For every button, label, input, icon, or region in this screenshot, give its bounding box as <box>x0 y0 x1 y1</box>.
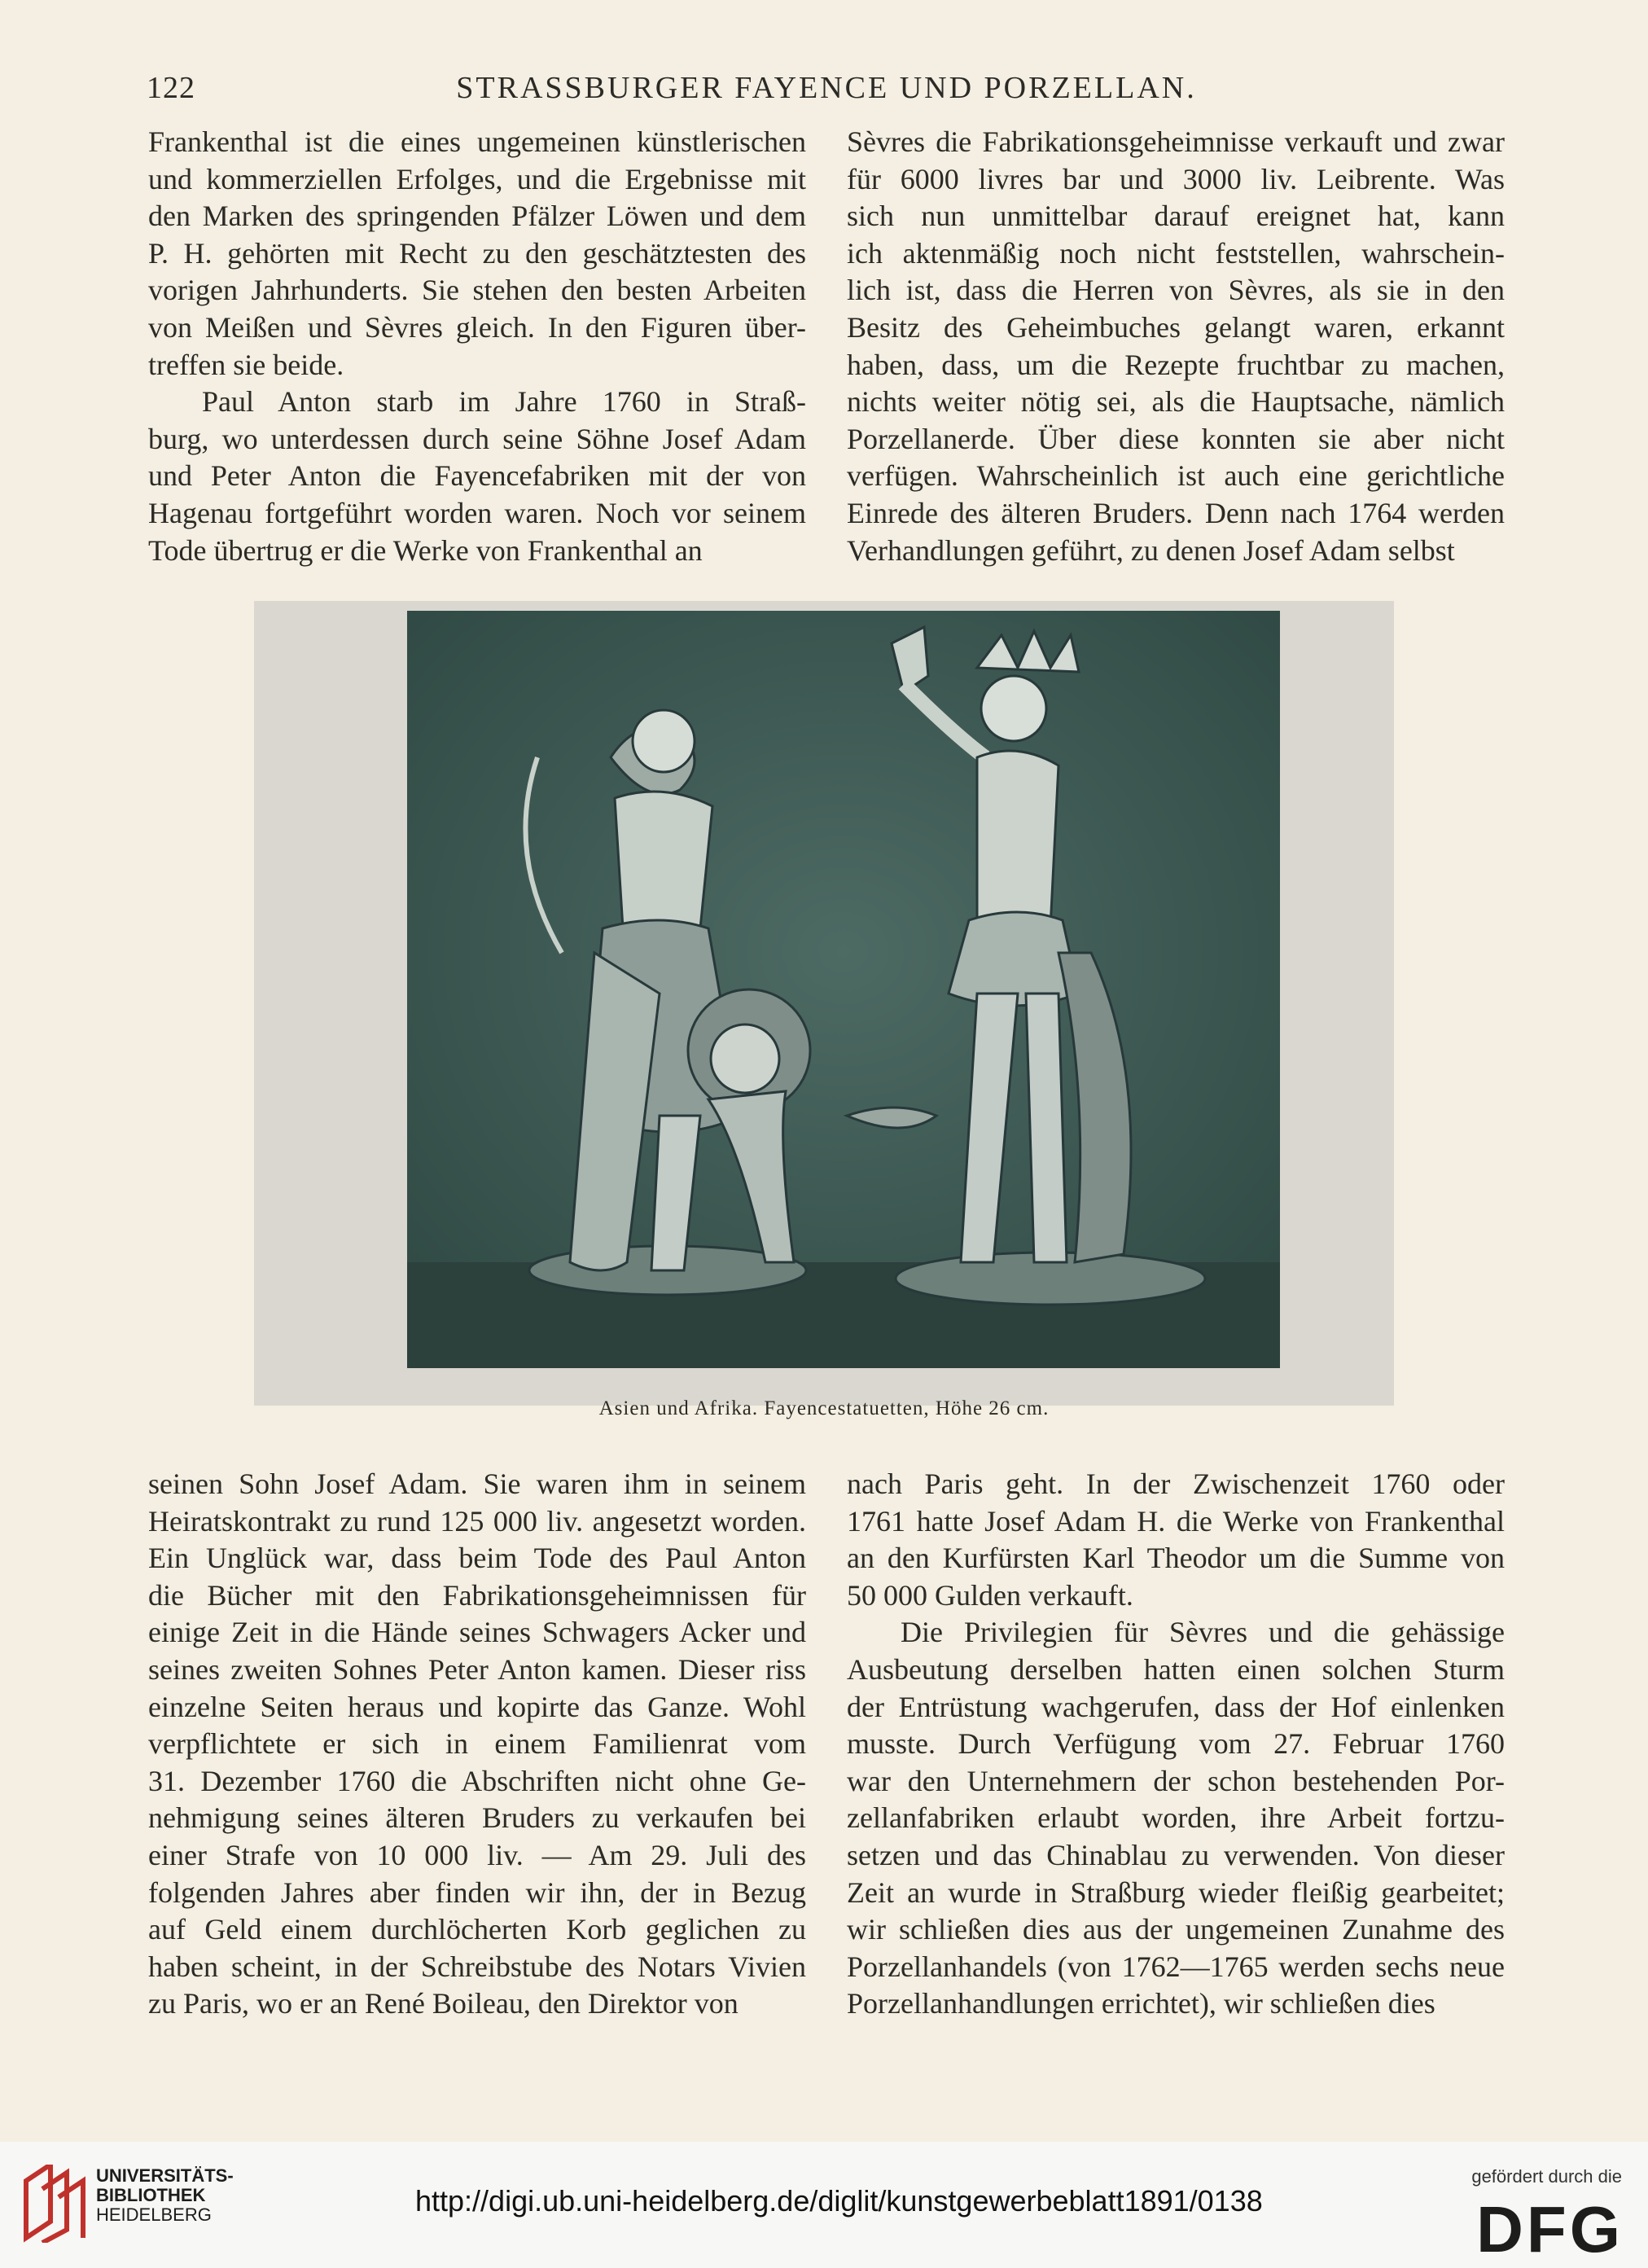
paragraph <box>148 124 806 384</box>
text-line: seines zweiten Sohnes Peter Anton kamen. Dieser riss <box>148 1652 806 1686</box>
text-line: folgenden Jahres aber finden wir ihn, der in Bezug <box>148 1875 806 1909</box>
text-line: setzen und das Chinablau zu verwenden. Von dieser <box>847 1838 1505 1871</box>
text-line: auf Geld einem durchlöcherten Korb geglichen zu <box>148 1913 806 1946</box>
running-title: STRASSBURGER FAYENCE UND PORZELLAN. <box>456 71 1197 105</box>
text-line: und kommerziellen Erfolges, und die Ergebnisse mit <box>148 162 806 195</box>
text-line: 50 000 Gulden verkauft. <box>847 1578 1133 1612</box>
library-name <box>96 2166 234 2225</box>
text-line: Porzellanerde. Über diese konnten sie aber nicht <box>847 422 1505 455</box>
text-line: nichts weiter nötig sei, als die Hauptsache, nämlich <box>847 385 1505 419</box>
text-line: haben scheint, in der Schreibstube des Notars Vivien <box>148 1950 806 1983</box>
text-line: zu Paris, wo er an René Boileau, den Direktor von <box>148 1987 739 2020</box>
library-name-line3: HEIDELBERG <box>96 2204 212 2225</box>
text-line: von Meißen und Sèvres gleich. In den Figuren über- <box>148 310 806 344</box>
page-number: 122 <box>147 71 195 105</box>
library-name-line2: BIBLIOTHEK <box>96 2185 206 2205</box>
paragraph <box>847 1614 1505 2023</box>
paragraph <box>847 124 1505 569</box>
text-line: seinen Sohn Josef Adam. Sie waren ihm in seinem <box>148 1467 806 1500</box>
paragraph <box>148 1466 806 2023</box>
text-line: für 6000 livres bar und 3000 liv. Leibrente. Was <box>847 162 1505 195</box>
text-line: war den Unternehmern der schon bestehenden Por- <box>847 1764 1505 1797</box>
digitization-footer <box>0 2142 1648 2268</box>
text-line: P. H. gehörten mit Recht zu den geschätztesten des <box>148 236 806 270</box>
text-line: musste. Durch Verfügung vom 27. Februar 1760 <box>847 1727 1505 1761</box>
text-line: Porzellanhandels (von 1762—1765 werden sechs neue <box>847 1950 1505 1983</box>
text-line: Paul Anton starb im Jahre 1760 in Straß- <box>202 385 806 419</box>
text-line: nach Paris geht. In der Zwischenzeit 1760 oder <box>847 1467 1505 1500</box>
text-column-bottom-left <box>148 1466 806 2023</box>
text-line: verfügen. Wahrscheinlich ist auch eine gerichtliche <box>847 459 1505 493</box>
text-line: Ein Unglück war, dass beim Tode des Paul Anton <box>148 1542 806 1575</box>
text-line: Besitz des Geheimbuches gelangt waren, erkannt <box>847 310 1505 344</box>
figure <box>254 601 1394 1419</box>
text-line: lich ist, dass die Herren von Sèvres, als sie in den <box>847 274 1505 307</box>
text-line: und Peter Anton die Fayencefabriken mit der von <box>148 459 806 493</box>
text-line: den Marken des springenden Pfälzer Löwen und dem <box>148 200 806 233</box>
text-line: Einrede des älteren Bruders. Denn nach 1764 werden <box>847 496 1505 529</box>
text-line: burg, wo unterdessen durch seine Söhne Josef Adam <box>148 422 806 455</box>
figure-plate-image <box>407 611 1280 1368</box>
text-line: einer Strafe von 10 000 liv. — Am 29. Juli des <box>148 1838 806 1871</box>
text-line: die Bücher mit den Fabrikationsgeheimnissen für <box>148 1578 806 1612</box>
library-name-line1: UNIVERSITÄTS- <box>96 2165 234 2186</box>
text-line: Die Privilegien für Sèvres und die gehässige <box>901 1616 1505 1649</box>
text-line: sich nun unmittelbar darauf ereignet hat, kann <box>847 200 1505 233</box>
text-column-bottom-right <box>847 1466 1505 2023</box>
text-column-top-right <box>847 124 1505 569</box>
text-line: Hagenau fortgeführt worden waren. Noch vor seinem <box>148 496 806 529</box>
text-line: Tode übertrug er die Werke von Frankenthal an <box>148 533 703 567</box>
text-line: zellanfabriken erlaubt worden, ihre Arbeit fortzu- <box>847 1801 1505 1835</box>
text-line: treffen sie beide. <box>148 348 344 381</box>
text-line: nehmigung seines älteren Bruders zu verkaufen bei <box>148 1801 806 1835</box>
text-line: 31. Dezember 1760 die Abschriften nicht ohne Ge- <box>148 1764 806 1797</box>
paragraph <box>148 384 806 569</box>
figure-caption: Asien und Afrika. Fayencestatuetten, Höhe 26 cm. <box>598 1397 1050 1419</box>
text-line: der Entrüstung wachgerufen, dass der Hof einlenken <box>847 1690 1505 1723</box>
page-header <box>147 64 1506 112</box>
text-line: wir schließen dies aus der ungemeinen Zunahme des <box>847 1913 1505 1946</box>
text-line: vorigen Jahrhunderts. Sie stehen den besten Arbeiten <box>148 274 806 307</box>
text-line: verpflichtete er sich in einem Familienrat vom <box>148 1727 806 1761</box>
text-line: Sèvres die Fabrikationsgeheimnisse verkauft und zwar <box>847 125 1505 158</box>
text-line: an den Kurfürsten Karl Theodor um die Summe von <box>847 1542 1505 1575</box>
text-line: ich aktenmäßig noch nicht feststellen, wahrschein- <box>847 236 1505 270</box>
permalink-url[interactable]: http://digi.ub.uni-heidelberg.de/diglit/kunstgewerbeblatt1891/0138 <box>415 2184 1263 2218</box>
text-line: Zeit an wurde in Straßburg wieder fleißig gearbeitet; <box>847 1875 1505 1909</box>
text-line: Frankenthal ist die eines ungemeinen künstlerischen <box>148 125 806 158</box>
text-line: einzelne Seiten heraus und kopirte das Ganze. Wohl <box>148 1690 806 1723</box>
text-line: Porzellanhandlungen errichtet), wir schließen dies <box>847 1987 1435 2020</box>
text-column-top-left <box>148 124 806 569</box>
dfg-logo: DFG <box>1476 2193 1624 2266</box>
text-line: einige Zeit in die Hände seines Schwagers Acker und <box>148 1616 806 1649</box>
text-line: Ausbeutung derselben hatten einen solchen Sturm <box>847 1652 1505 1686</box>
text-line: Verhandlungen geführt, zu denen Josef Adam selbst <box>847 533 1455 567</box>
university-library-logo-icon <box>18 2165 88 2243</box>
text-line: haben, dass, um die Rezepte fruchtbar zu machen, <box>847 348 1505 381</box>
sponsor-label: gefördert durch die <box>1471 2166 1622 2187</box>
text-line: 1761 hatte Josef Adam H. die Werke von Frankenthal <box>847 1504 1505 1538</box>
text-line: Heiratskontrakt zu rund 125 000 liv. angesetzt worden. <box>148 1504 806 1538</box>
statuettes-illustration <box>407 611 1280 1368</box>
paragraph <box>847 1466 1505 1614</box>
